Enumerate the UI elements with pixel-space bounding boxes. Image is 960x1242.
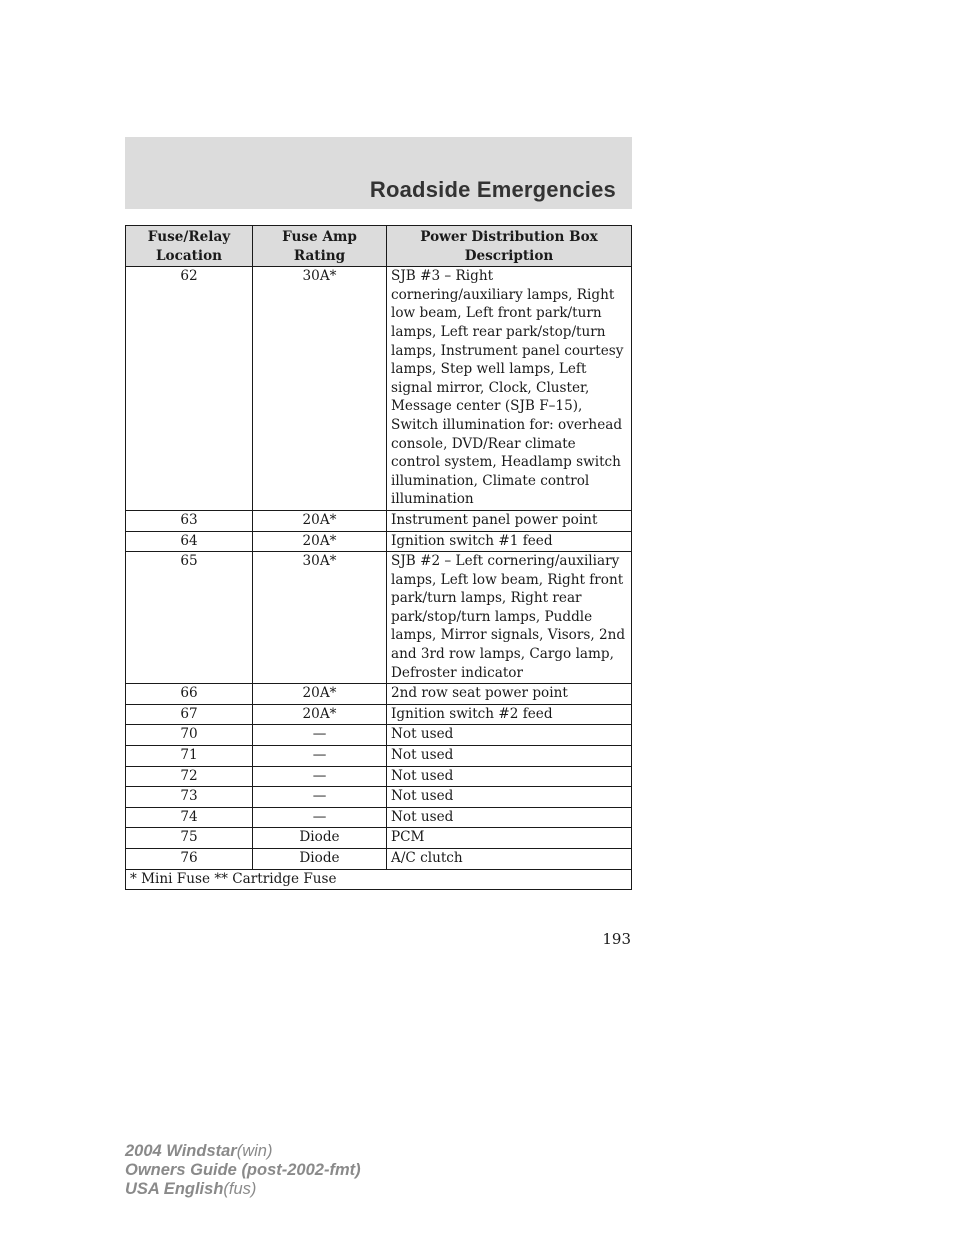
cell-amp-rating: — [253,725,387,746]
table-header-row [126,226,632,267]
table-row [126,510,632,531]
cell-location: 74 [126,807,253,828]
table-row [126,552,632,684]
cell-amp-rating: 20A* [253,510,387,531]
table-row [126,531,632,552]
cell-description: 2nd row seat power point [387,684,632,705]
cell-amp-rating: 20A* [253,684,387,705]
footer-model-code: (win) [236,1142,273,1160]
cell-description: PCM [387,828,632,849]
cell-description: SJB #2 – Left cornering/auxiliary lamps, Left low beam, Right front park/turn lamps, Right rear park/stop/turn lamps, Puddle lamps, Mirror signals, Visors, 2nd and 3rd row lamps, Cargo lamp, Defroster indicator [387,552,632,684]
cell-amp-rating: 20A* [253,531,387,552]
footer-model: 2004 Windstar [125,1142,237,1160]
cell-description: Instrument panel power point [387,510,632,531]
cell-description: Not used [387,807,632,828]
cell-location: 72 [126,766,253,787]
table-row [126,766,632,787]
table-row [126,684,632,705]
cell-amp-rating: — [253,766,387,787]
cell-description: A/C clutch [387,849,632,870]
table-row [126,746,632,767]
column-header-description: Power Distribution Box Description [387,226,632,267]
cell-amp-rating: Diode [253,828,387,849]
footer-line-3 [125,1180,361,1199]
footnote-row [126,869,632,890]
column-header-location: Fuse/Relay Location [126,226,253,267]
cell-location: 64 [126,531,253,552]
table-row [126,828,632,849]
cell-amp-rating: — [253,807,387,828]
cell-description: Ignition switch #1 feed [387,531,632,552]
table-row [126,725,632,746]
footer-line-1 [125,1142,361,1161]
cell-amp-rating: — [253,787,387,808]
cell-description: Not used [387,725,632,746]
footer-language-code: (fus) [223,1180,257,1198]
cell-location: 63 [126,510,253,531]
cell-location: 71 [126,746,253,767]
cell-location: 62 [126,267,253,511]
section-title: Roadside Emergencies [369,177,616,202]
footer-line-2: Owners Guide (post-2002-fmt) [125,1161,361,1179]
table-row [126,807,632,828]
cell-location: 75 [126,828,253,849]
cell-description: Not used [387,787,632,808]
cell-description: Not used [387,746,632,767]
page-number: 193 [602,930,631,948]
footer-language: USA English [125,1180,224,1198]
cell-amp-rating: 30A* [253,267,387,511]
table-row [126,849,632,870]
cell-description: Ignition switch #2 feed [387,704,632,725]
cell-description: SJB #3 – Right cornering/auxiliary lamps, Right low beam, Left front park/turn lamps, Left rear park/stop/turn lamps, Instrument panel courtesy lamps, Step well lamps, Left signal mirror, Clock, Cluster, Message center (SJB F–15), Switch illumination for: overhead console, DVD/Rear climate control system, Headlamp switch illumination, Climate control illumination [387,267,632,511]
column-header-amp-rating: Fuse Amp Rating [253,226,387,267]
fuse-table [125,225,632,890]
table-row [126,787,632,808]
cell-amp-rating: 30A* [253,552,387,684]
table-row [126,267,632,511]
cell-location: 65 [126,552,253,684]
section-header-band [125,137,632,209]
cell-amp-rating: — [253,746,387,767]
table-body [126,267,632,869]
cell-location: 67 [126,704,253,725]
cell-location: 73 [126,787,253,808]
document-footer [125,1142,361,1199]
cell-location: 70 [126,725,253,746]
cell-location: 76 [126,849,253,870]
cell-amp-rating: 20A* [253,704,387,725]
table-footnote: * Mini Fuse ** Cartridge Fuse [126,869,632,890]
cell-location: 66 [126,684,253,705]
table-row [126,704,632,725]
cell-amp-rating: Diode [253,849,387,870]
cell-description: Not used [387,766,632,787]
